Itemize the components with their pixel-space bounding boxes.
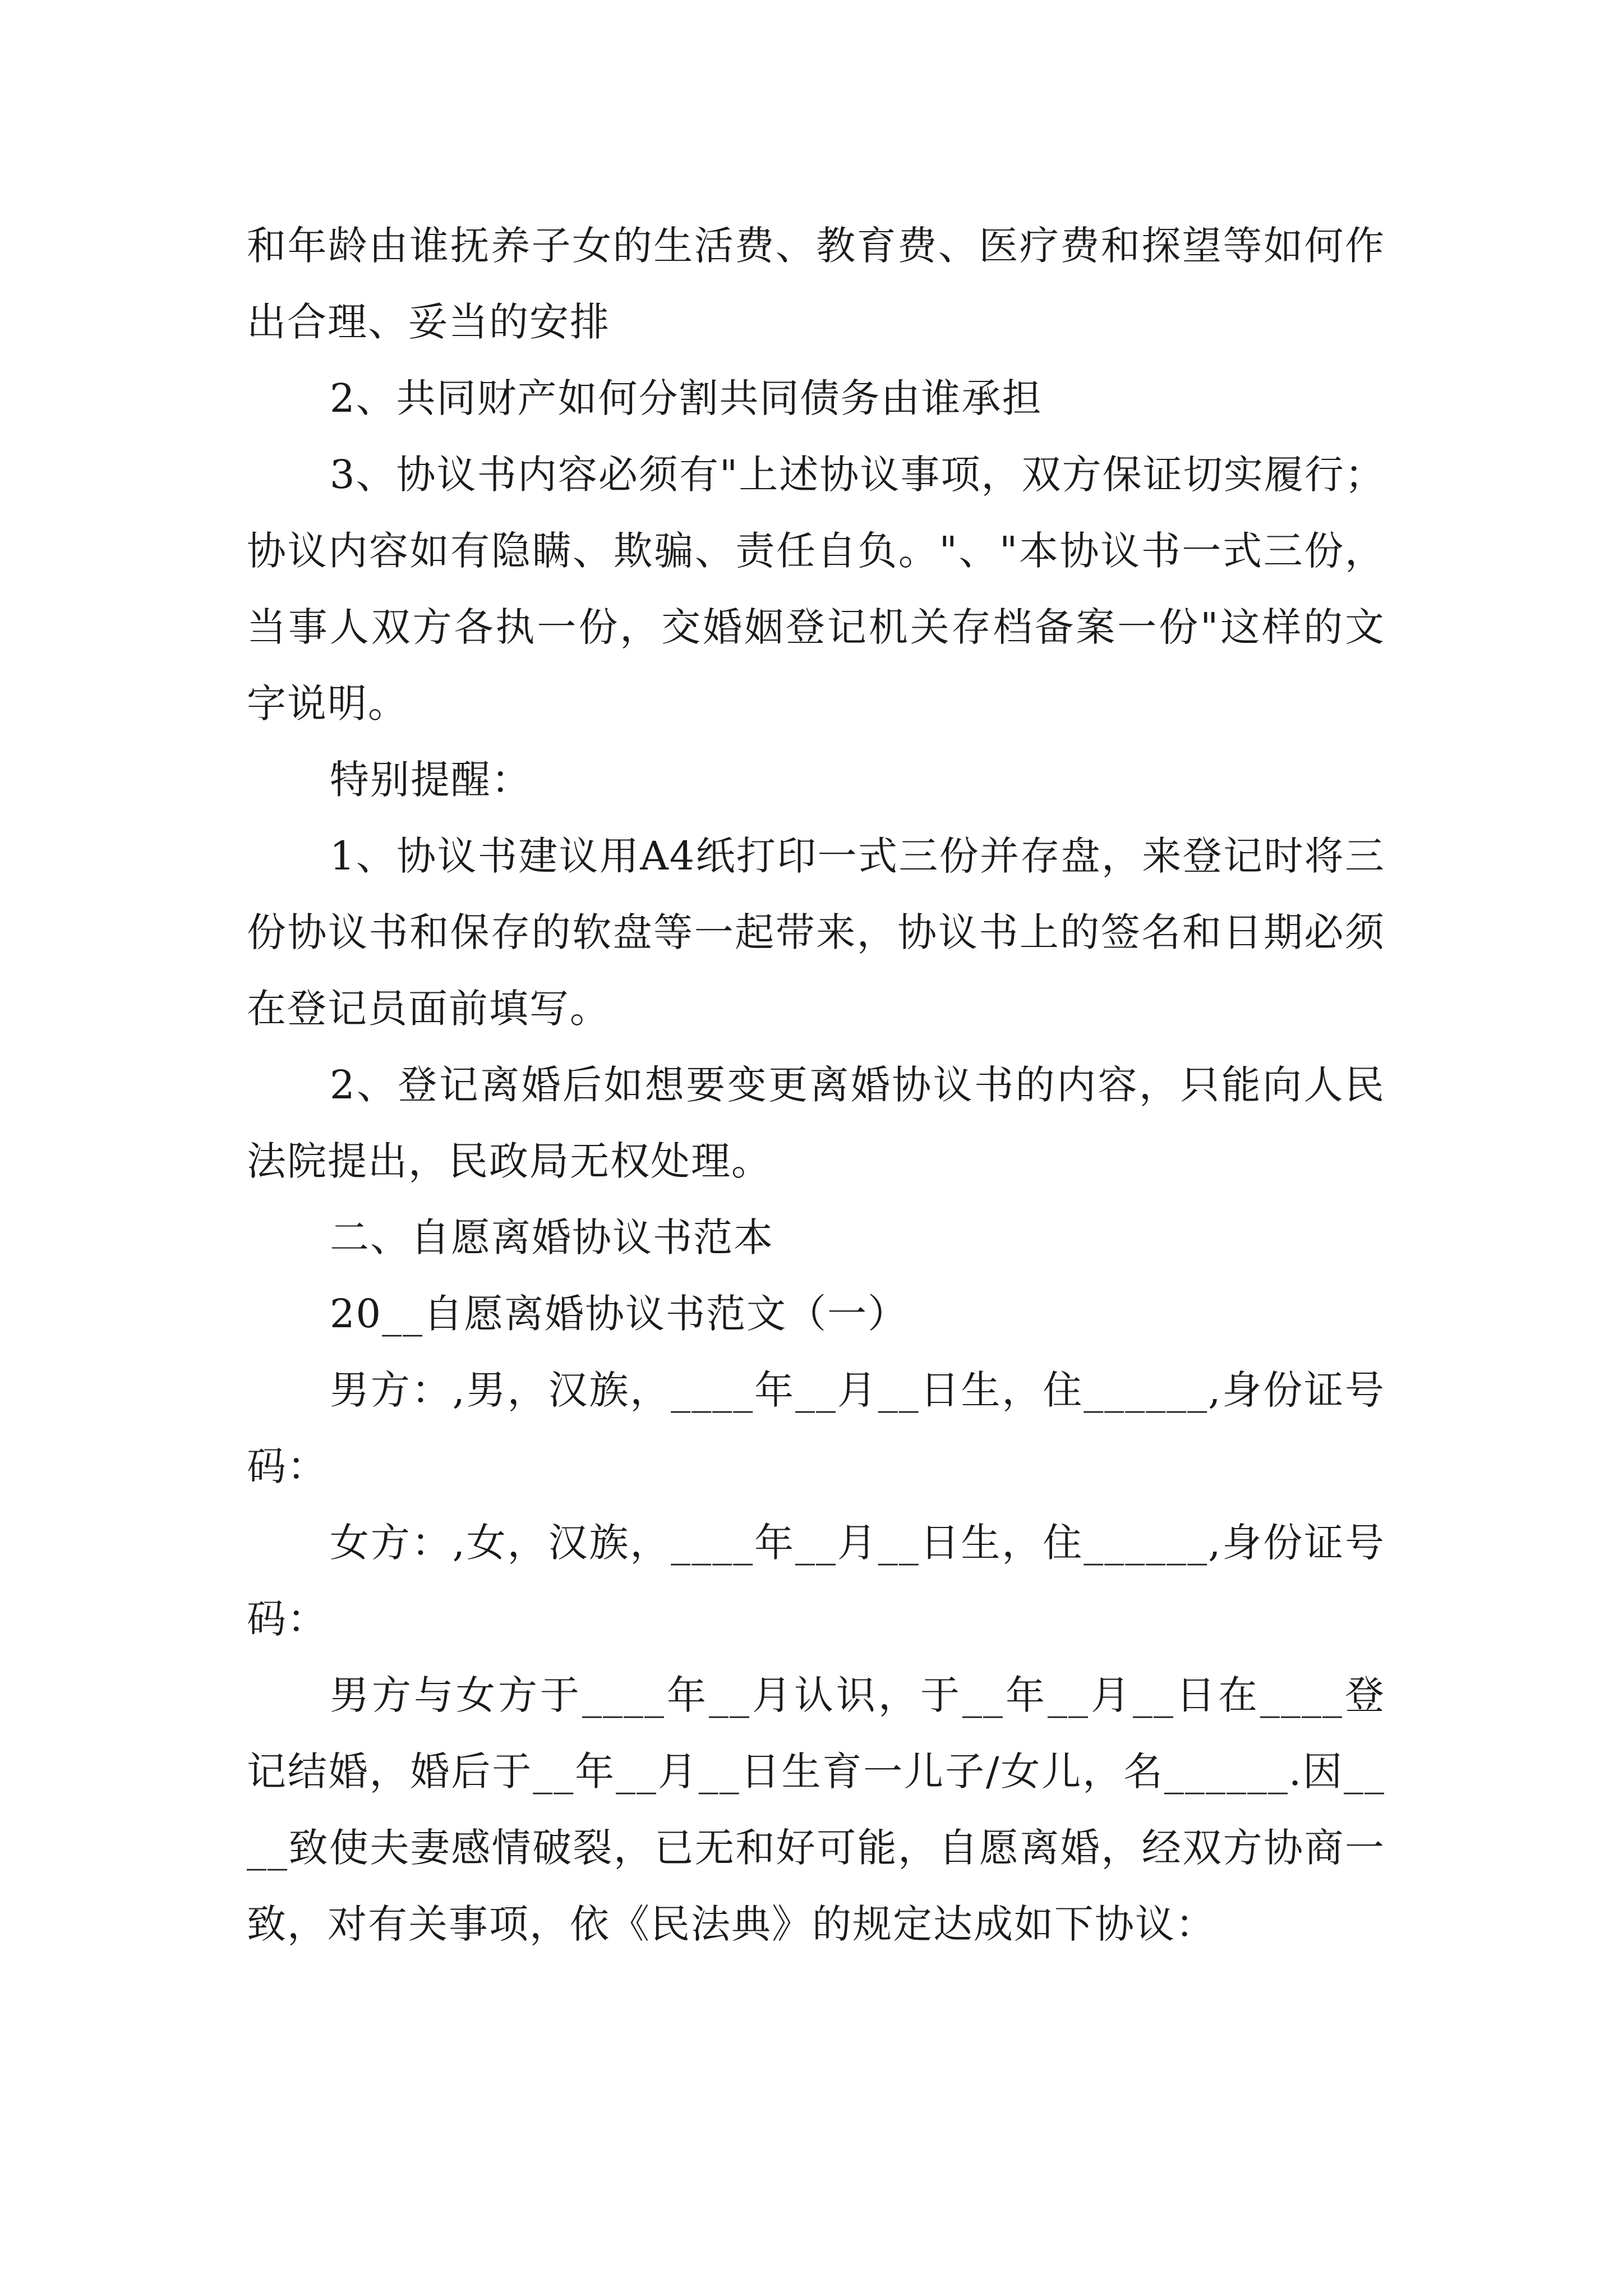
- paragraph-agreement-intro: 男方与女方于____年__月认识，于__年__月__日在____登记结婚，婚后于__年__月__日生育一儿子/女儿，名______.因____致使夫妻感情破裂，已无和好可能，自愿离婚，经双方协商一致，对有关事项，依《民法典》的规定达成如下协议：: [247, 1672, 1385, 1947]
- paragraph-female-party: 女方：,女，汉族，____年__月__日生，住______,身份证号码：: [247, 1520, 1385, 1642]
- paragraph-special-reminder: 特别提醒：: [330, 757, 532, 803]
- paragraph-item-3: 3、协议书内容必须有"上述协议事项，双方保证切实履行；协议内容如有隐瞒、欺骗、责任自负。"、"本协议书一式三份，当事人双方各执一份，交婚姻登记机关存档备案一份"这样的文字说明。: [247, 452, 1385, 726]
- paragraph-item-2: 2、共同财产如何分割共同债务由谁承担: [330, 375, 1043, 421]
- paragraph-male-party: 男方：,男，汉族，____年__月__日生，住______,身份证号码：: [247, 1367, 1385, 1489]
- paragraph-reminder-2: 2、登记离婚后如想要变更离婚协议书的内容，只能向人民法院提出，民政局无权处理。: [247, 1062, 1385, 1184]
- sample-title: 20__自愿离婚协议书范文（一）: [330, 1291, 909, 1337]
- section-heading: 二、自愿离婚协议书范本: [330, 1214, 774, 1260]
- paragraph-reminder-1: 1、协议书建议用A4纸打印一式三份并存盘，来登记时将三份协议书和保存的软盘等一起带来，协议书上的签名和日期必须在登记员面前填写。: [247, 833, 1385, 1032]
- paragraph-continuation: 和年龄由谁抚养子女的生活费、教育费、医疗费和探望等如何作出合理、妥当的安排: [247, 223, 1385, 345]
- document-body: [247, 208, 1385, 1962]
